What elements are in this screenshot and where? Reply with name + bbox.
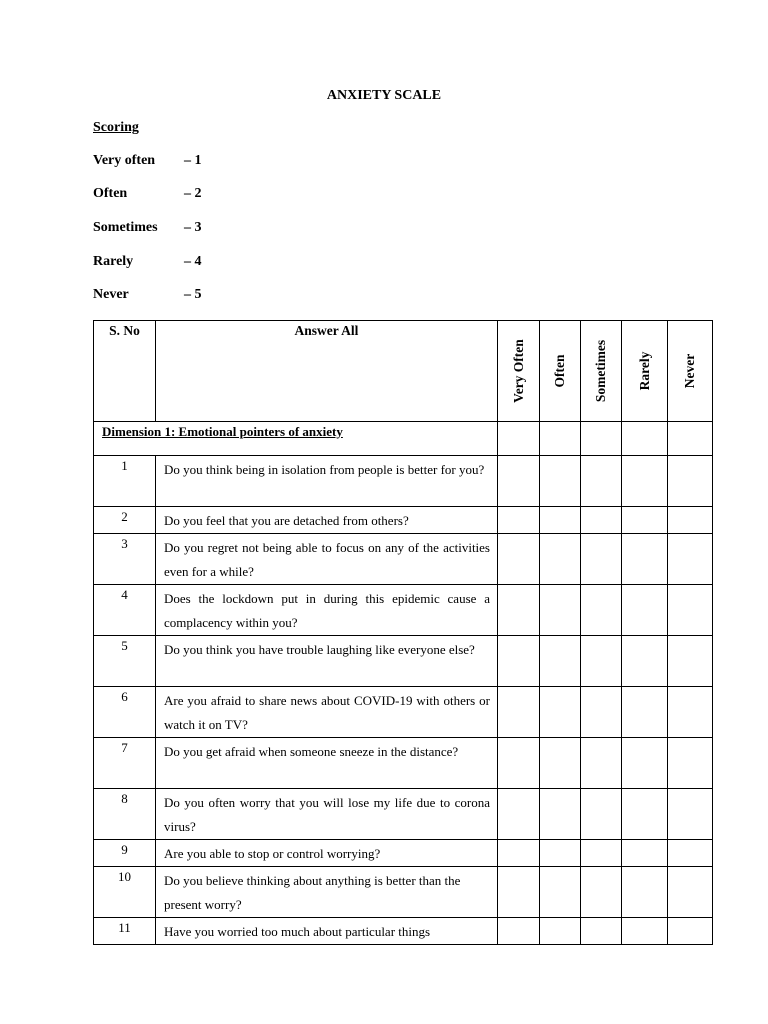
- answer-cell-never[interactable]: [668, 687, 713, 738]
- answer-cell-sometimes[interactable]: [581, 789, 622, 840]
- answer-cell-never[interactable]: [668, 918, 713, 945]
- answer-cell-never[interactable]: [668, 456, 713, 507]
- answer-cell-never[interactable]: [668, 840, 713, 867]
- table-row: [94, 507, 713, 534]
- answer-cell-rarely[interactable]: [622, 456, 668, 507]
- answer-cell[interactable]: [622, 422, 668, 456]
- answer-cell-rarely[interactable]: [622, 636, 668, 687]
- answer-cell-rarely[interactable]: [622, 534, 668, 585]
- answer-cell-never[interactable]: [668, 867, 713, 918]
- rarely-header: [622, 321, 668, 422]
- question-text: Do you regret not being able to focus on any of the activities even for a while?: [156, 534, 498, 585]
- sometimes-label: Sometimes: [593, 339, 608, 403]
- answer-cell-rarely[interactable]: [622, 585, 668, 636]
- question-text: Have you worried too much about particular things: [156, 918, 498, 945]
- table-header-row: [94, 321, 713, 422]
- never-label: Never: [682, 353, 697, 389]
- scoring-label: Very often: [93, 153, 156, 168]
- table-row: [94, 687, 713, 738]
- answer-cell-never[interactable]: [668, 738, 713, 789]
- table-row: [94, 867, 713, 918]
- answer-cell-very-often[interactable]: [498, 636, 540, 687]
- question-text: Do you think you have trouble laughing like everyone else?: [156, 636, 498, 687]
- answer-cell-rarely[interactable]: [622, 918, 668, 945]
- question-text: Are you afraid to share news about COVID-19 with others or watch it on TV?: [156, 687, 498, 738]
- answer-cell-often[interactable]: [540, 918, 581, 945]
- answer-cell-sometimes[interactable]: [581, 636, 622, 687]
- answer-cell-very-often[interactable]: [498, 456, 540, 507]
- answer-cell-sometimes[interactable]: [581, 507, 622, 534]
- answer-cell[interactable]: [540, 422, 581, 456]
- answer-cell-never[interactable]: [668, 507, 713, 534]
- answer-cell-sometimes[interactable]: [581, 585, 622, 636]
- question-number: 8: [94, 789, 156, 840]
- answer-all-header: Answer All: [156, 321, 498, 422]
- scoring-value: – 1: [184, 153, 202, 168]
- answer-cell-never[interactable]: [668, 585, 713, 636]
- answer-cell-never[interactable]: [668, 534, 713, 585]
- answer-cell[interactable]: [498, 422, 540, 456]
- dimension-row: [94, 422, 713, 456]
- answer-cell-rarely[interactable]: [622, 789, 668, 840]
- question-number: 10: [94, 867, 156, 918]
- answer-cell-very-often[interactable]: [498, 789, 540, 840]
- answer-cell-sometimes[interactable]: [581, 738, 622, 789]
- answer-cell-rarely[interactable]: [622, 840, 668, 867]
- answer-cell-often[interactable]: [540, 585, 581, 636]
- answer-cell-very-often[interactable]: [498, 918, 540, 945]
- answer-cell-very-often[interactable]: [498, 687, 540, 738]
- sometimes-header: [581, 321, 622, 422]
- question-text: Do you believe thinking about anything is better than the present worry?: [156, 867, 498, 918]
- answer-cell-sometimes[interactable]: [581, 534, 622, 585]
- question-number: 4: [94, 585, 156, 636]
- answer-cell-often[interactable]: [540, 789, 581, 840]
- answer-cell-very-often[interactable]: [498, 738, 540, 789]
- answer-cell-often[interactable]: [540, 867, 581, 918]
- question-number: 7: [94, 738, 156, 789]
- table-row: [94, 789, 713, 840]
- question-text: Do you think being in isolation from people is better for you?: [156, 456, 498, 507]
- table-row: [94, 738, 713, 789]
- answer-cell-never[interactable]: [668, 789, 713, 840]
- answer-cell-very-often[interactable]: [498, 507, 540, 534]
- question-text: Are you able to stop or control worrying?: [156, 840, 498, 867]
- scoring-label: Often: [93, 186, 128, 201]
- answer-cell-sometimes[interactable]: [581, 687, 622, 738]
- often-header: [540, 321, 581, 422]
- scoring-value: – 3: [184, 220, 202, 235]
- answer-cell-rarely[interactable]: [622, 507, 668, 534]
- table-row: [94, 585, 713, 636]
- answer-cell[interactable]: [581, 422, 622, 456]
- question-number: 1: [94, 456, 156, 507]
- question-number: 9: [94, 840, 156, 867]
- answer-cell-often[interactable]: [540, 687, 581, 738]
- question-text: Does the lockdown put in during this epidemic cause a complacency within you?: [156, 585, 498, 636]
- page-title: ANXIETY SCALE: [326, 88, 442, 103]
- question-number: 5: [94, 636, 156, 687]
- question-number: 3: [94, 534, 156, 585]
- answer-cell[interactable]: [668, 422, 713, 456]
- question-number: 6: [94, 687, 156, 738]
- scoring-value: – 2: [184, 186, 202, 201]
- table-row: [94, 456, 713, 507]
- answer-cell-often[interactable]: [540, 840, 581, 867]
- often-label: Often: [552, 354, 567, 388]
- answer-cell-sometimes[interactable]: [581, 918, 622, 945]
- question-text: Do you get afraid when someone sneeze in the distance?: [156, 738, 498, 789]
- table-row: [94, 840, 713, 867]
- answer-cell-sometimes[interactable]: [581, 456, 622, 507]
- scoring-value: – 5: [184, 287, 202, 302]
- answer-cell-very-often[interactable]: [498, 534, 540, 585]
- scoring-label: Never: [93, 287, 129, 302]
- question-number: 2: [94, 507, 156, 534]
- scoring-label: Sometimes: [93, 220, 158, 235]
- scoring-label: Rarely: [93, 254, 134, 269]
- answer-cell-often[interactable]: [540, 456, 581, 507]
- answer-cell-rarely[interactable]: [622, 738, 668, 789]
- answer-cell-very-often[interactable]: [498, 585, 540, 636]
- answer-cell-very-often[interactable]: [498, 867, 540, 918]
- answer-cell-sometimes[interactable]: [581, 867, 622, 918]
- table-row: [94, 636, 713, 687]
- question-text: Do you often worry that you will lose my life due to corona virus?: [156, 789, 498, 840]
- answer-cell-sometimes[interactable]: [581, 840, 622, 867]
- answer-cell-often[interactable]: [540, 507, 581, 534]
- dimension-title: Dimension 1: Emotional pointers of anxiety: [94, 422, 498, 456]
- answer-cell-rarely[interactable]: [622, 867, 668, 918]
- question-number: 11: [94, 918, 156, 945]
- sno-header: S. No: [94, 321, 156, 422]
- table-row: [94, 534, 713, 585]
- answer-cell-often[interactable]: [540, 636, 581, 687]
- answer-cell-never[interactable]: [668, 636, 713, 687]
- answer-cell-often[interactable]: [540, 534, 581, 585]
- anxiety-scale-table: [93, 320, 713, 945]
- scoring-value: – 4: [184, 254, 202, 269]
- table-row: [94, 918, 713, 945]
- answer-cell-very-often[interactable]: [498, 840, 540, 867]
- very-often-label: Very Often: [510, 339, 526, 403]
- answer-cell-often[interactable]: [540, 738, 581, 789]
- rarely-label: Rarely: [636, 351, 652, 391]
- answer-cell-rarely[interactable]: [622, 687, 668, 738]
- question-text: Do you feel that you are detached from others?: [156, 507, 498, 534]
- very-often-header: [498, 321, 540, 422]
- scoring-heading: Scoring: [93, 120, 139, 135]
- never-header: [668, 321, 713, 422]
